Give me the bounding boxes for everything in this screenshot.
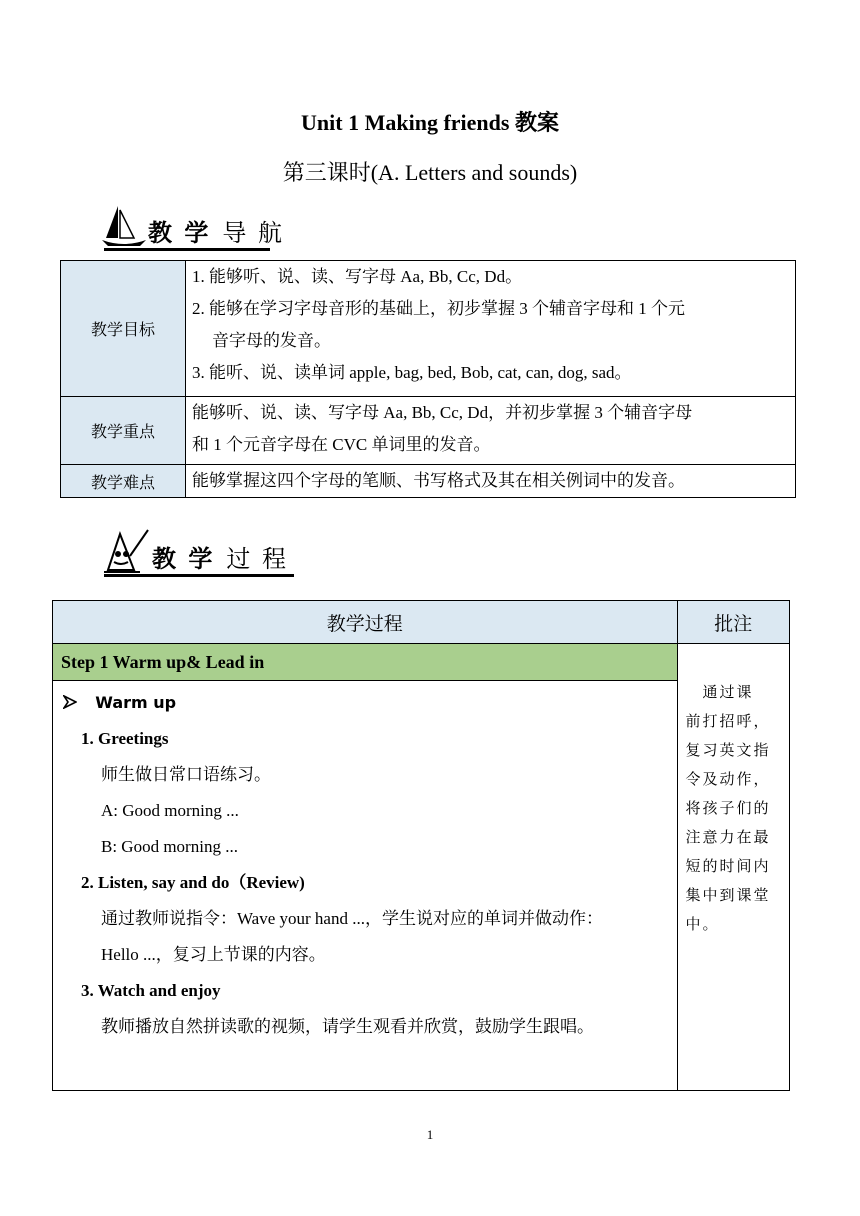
row-content bbox=[186, 465, 796, 498]
item-line: A: Good morning ... bbox=[101, 801, 239, 820]
objective-line: 音字母的发音。 bbox=[212, 331, 331, 350]
banner-underline bbox=[104, 574, 294, 577]
objectives-table bbox=[60, 260, 796, 498]
banner-bold-text: 教 学 bbox=[152, 545, 215, 573]
page-title: Unit 1 Making friends 教案 bbox=[301, 110, 559, 135]
table-row bbox=[61, 397, 796, 465]
item-line: 师生做日常口语练习。 bbox=[101, 765, 271, 784]
col-header-process: 教学过程 bbox=[53, 601, 678, 644]
objective-line: 3. 能听、说、读单词 apple, bag, bed, Bob, cat, can, dog, sad。 bbox=[192, 363, 632, 382]
banner-light-text: 过 程 bbox=[226, 545, 288, 573]
note-line: 通过课 bbox=[685, 683, 754, 701]
banner-bold-text: 教 学 bbox=[148, 219, 211, 247]
col-header-note: 批注 bbox=[677, 601, 789, 644]
item-line: 通过教师说指令：Wave your hand ...，学生说对应的单词并做动作： bbox=[101, 909, 603, 928]
row-content bbox=[186, 397, 796, 465]
note-line: 中。 bbox=[685, 915, 720, 933]
note-line: 将孩子们的 bbox=[685, 799, 771, 817]
banner-light-text: 导 航 bbox=[222, 219, 284, 247]
note-line: 前打招呼， bbox=[685, 712, 771, 730]
note-line: 短的时间内 bbox=[685, 857, 771, 875]
table-row bbox=[53, 644, 790, 681]
objective-line: 2. 能够在学习字母音形的基础上，初步掌握 3 个辅音字母和 1 个元 bbox=[192, 299, 685, 318]
banner-underline bbox=[104, 248, 270, 251]
page-number: 1 bbox=[426, 1127, 434, 1142]
banner-teaching-process bbox=[100, 526, 288, 574]
item-line: B: Good morning ... bbox=[101, 837, 238, 856]
note-line: 集中到课堂 bbox=[685, 886, 771, 904]
difficulty-line: 能够掌握这四个字母的笔顺、书写格式及其在相关例词中的发音。 bbox=[192, 471, 685, 490]
process-table bbox=[52, 600, 790, 1091]
arrow-bullet-icon bbox=[63, 695, 77, 709]
section-label: Warm up bbox=[95, 693, 177, 712]
note-line: 复习英文指 bbox=[685, 741, 771, 759]
objective-line: 1. 能够听、说、读、写字母 Aa, Bb, Cc, Dd。 bbox=[192, 267, 523, 286]
note-line: 注意力在最 bbox=[685, 828, 771, 846]
key-point-line: 能够听、说、读、写字母 Aa, Bb, Cc, Dd，并初步掌握 3 个辅音字母 bbox=[192, 403, 693, 422]
note-cell bbox=[677, 644, 789, 1091]
table-row bbox=[61, 261, 796, 397]
sailboat-icon bbox=[100, 204, 148, 248]
section-heading bbox=[63, 685, 667, 721]
table-row bbox=[61, 465, 796, 498]
row-label: 教学目标 bbox=[61, 261, 186, 397]
row-content bbox=[186, 261, 796, 397]
step-title: Step 1 Warm up& Lead in bbox=[53, 644, 678, 681]
row-label: 教学重点 bbox=[61, 397, 186, 465]
process-content bbox=[53, 681, 678, 1091]
item-title: 3. Watch and enjoy bbox=[81, 981, 221, 1000]
banner-teaching-guide bbox=[100, 204, 284, 248]
note-line: 令及动作， bbox=[685, 770, 771, 788]
table-header-row bbox=[53, 601, 790, 644]
row-label: 教学难点 bbox=[61, 465, 186, 498]
item-title: 1. Greetings bbox=[81, 729, 169, 748]
page-subtitle: 第三课时(A. Letters and sounds) bbox=[282, 160, 578, 185]
pencil-mascot-icon bbox=[100, 526, 152, 574]
item-line: Hello ...，复习上节课的内容。 bbox=[101, 945, 326, 964]
item-title: 2. Listen, say and do（Review) bbox=[81, 873, 305, 892]
key-point-line: 和 1 个元音字母在 CVC 单词里的发音。 bbox=[192, 435, 491, 454]
item-line: 教师播放自然拼读歌的视频，请学生观看并欣赏，鼓励学生跟唱。 bbox=[101, 1017, 594, 1036]
